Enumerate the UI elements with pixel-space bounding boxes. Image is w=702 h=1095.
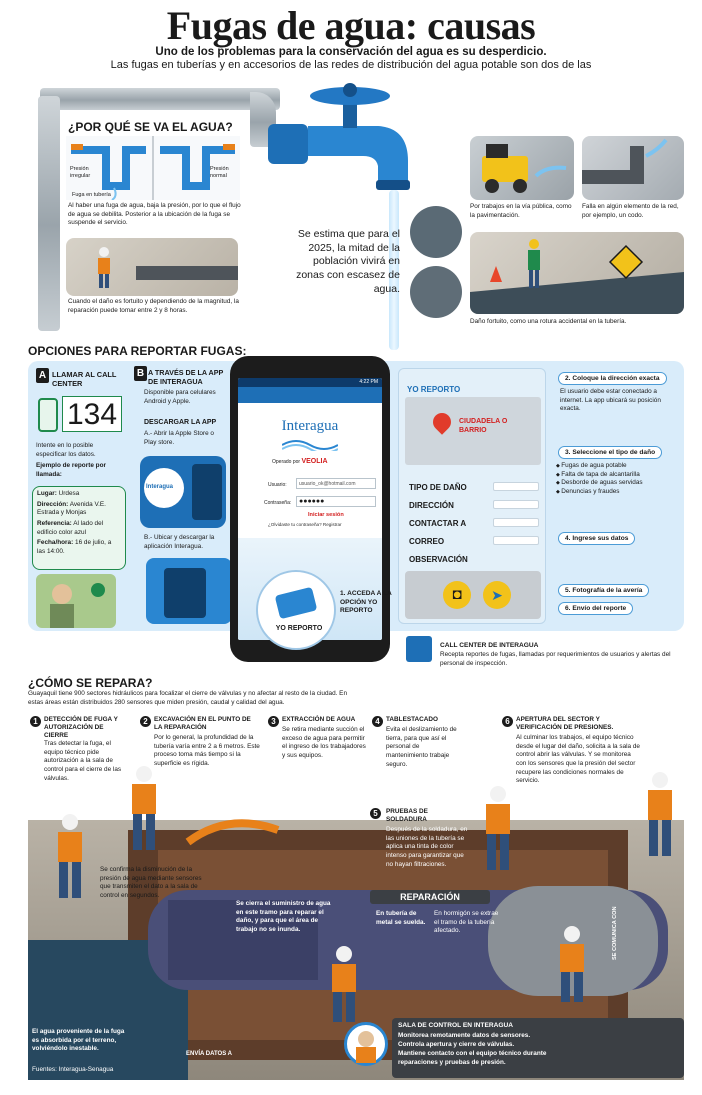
field-email: CORREO	[409, 537, 445, 546]
download-step-a: A.- Abrir la Apple Store o Play store.	[144, 430, 214, 446]
source-note: Fuentes: Interagua-Senagua	[32, 1066, 114, 1073]
phone-screen-icon	[164, 568, 206, 618]
step3-callout: 3. Seleccione el tipo de daño	[558, 446, 662, 459]
report-heading: OPCIONES PARA REPORTAR FUGAS:	[28, 344, 247, 358]
call-example-value: Al lado del edificio color azul	[37, 519, 104, 536]
faucet-icon	[268, 76, 418, 206]
step-4-title: TABLESTACADO	[386, 716, 438, 723]
control-title: SALA DE CONTROL EN INTERAGUA	[398, 1022, 514, 1029]
call-note: Intente en lo posible especificar los datos.	[36, 442, 96, 458]
app-availability: Disponible para celulares Android y Apple.	[144, 389, 216, 405]
field-address: DIRECCIÓN	[409, 501, 454, 510]
absorbed-note: El agua proveniente de la fuga es absorbida por el terreno, volviéndolo inestable.	[32, 1028, 125, 1053]
app-icon-label: Interagua	[146, 484, 174, 490]
step-2-text: Por lo general, la profundidad de la tubería varía entre 2 a 6 metros. Este proceso toma más tiempo si la superficie es rígida.	[154, 734, 260, 767]
element-fail-photo	[582, 136, 684, 200]
pipe-horizontal	[40, 88, 280, 110]
field-damage-type: TIPO DE DAÑO	[409, 483, 467, 492]
call-example-box	[32, 486, 126, 570]
label-leak: Fuga en tubería	[72, 192, 111, 198]
call-example-key: Fecha/hora:	[37, 539, 74, 547]
why-heading: ¿POR QUÉ SE VA EL AGUA?	[68, 120, 233, 134]
phone-pass-input[interactable]: ●●●●●●	[296, 496, 376, 507]
worker-figure	[478, 784, 518, 874]
step-6-title: APERTURA DEL SECTOR Y VERIFICACIÓN DE PRESIONES.	[516, 716, 614, 731]
field-address-input[interactable]	[493, 500, 539, 509]
download-step-b: B.- Ubicar y descargar la aplicación Interagua.	[144, 534, 215, 550]
step6-callout: 6. Envío del reporte	[558, 602, 633, 615]
worker-figure	[326, 944, 362, 1024]
repair-intro: Guayaquil tiene 900 sectores hidráulicos para focalizar el cierre de válvulas y no afectar al resto de la ciudad. En estas áreas están distribuidos 280 sensores que miden presión, caudal y calidad del agua.	[28, 690, 347, 706]
send-data-label: ENVÍA DATOS A	[186, 1051, 233, 1057]
concrete-pipe-note: En hormigón se extrae el tramo de la tubería afectado.	[434, 910, 499, 935]
field-email-input[interactable]	[493, 536, 539, 545]
calendar-icon	[410, 266, 462, 318]
call-example-value: 16 de julio, a las 14:00.	[37, 539, 112, 555]
field-damage-type-input[interactable]	[493, 482, 539, 491]
form-map[interactable]	[405, 397, 541, 465]
call-example-datetime	[37, 539, 121, 556]
step1-label: 1. ACCEDA A LA OPCIÓN YO REPORTO	[340, 590, 392, 615]
pipe-vertical	[38, 96, 60, 331]
estimate-text	[292, 228, 400, 296]
reparacion-label: REPARACIÓN	[400, 892, 460, 902]
app-grid-icon	[192, 464, 222, 520]
download-title: DESCARGAR LA APP	[144, 419, 217, 426]
yo-reporto-label: YO REPORTO	[275, 625, 323, 632]
phone-brand: Interagua	[281, 418, 339, 434]
caller-illustration	[36, 574, 116, 628]
map-pin-icon	[429, 409, 454, 434]
step-1-title: DETECCIÓN DE FUGA Y AUTORIZACIÓN DE CIERRE	[44, 716, 118, 739]
step-4-badge: 4	[372, 716, 383, 727]
repair-time-text: Cuando el daño es fortuito y dependiendo de la magnitud, la reparación puede tomar entre 2 y 8 horas.	[68, 298, 239, 314]
phone-operated-label: Operado por	[272, 459, 301, 465]
cause-element-fail: Falla en algún elemento de la red, por ejemplo, un codo.	[582, 203, 679, 219]
step-5-badge: 5	[370, 808, 381, 819]
field-observation: OBSERVACIÓN	[409, 555, 468, 564]
communicates-label: SE COMUNICA CON	[612, 906, 618, 960]
cause-public-works: Por trabajos en la vía pública, como la pavimentación.	[470, 203, 572, 219]
call-example-reference	[37, 520, 121, 537]
damage-type-item: ◆ Falta de tapa de alcantarilla	[556, 471, 686, 480]
step-2-badge: 2	[140, 716, 151, 727]
send-button[interactable]: ➤	[483, 581, 511, 609]
metal-pipe-note: En tubería de metal se suelda.	[376, 910, 426, 926]
worker-figure	[640, 770, 680, 860]
field-contact-input[interactable]	[493, 518, 539, 527]
supply-cut-note: Se cierra el suministro de agua en este tramo para reparar el daño, y para que el área de trabajo no se inunda.	[236, 900, 331, 933]
step-3-badge: 3	[268, 716, 279, 727]
public-works-photo	[470, 136, 574, 200]
option-a-badge: A	[36, 368, 49, 383]
hand-phone-illustration	[146, 558, 232, 624]
page-subtitle: Uno de los problemas para la conservación del agua es su desperdicio.	[155, 46, 547, 58]
call-number: 134	[62, 396, 122, 432]
step3-list	[556, 462, 686, 497]
field-contact: CONTACTAR A	[409, 519, 467, 528]
step-1-badge: 1	[30, 716, 41, 727]
worker-figure	[50, 812, 90, 902]
app-icon[interactable]	[140, 456, 226, 528]
step4-callout: 4. Ingrese sus datos	[558, 532, 635, 545]
phone-status-bar	[238, 378, 382, 387]
camera-button[interactable]: ◘	[443, 581, 471, 609]
page-intro: Las fugas en tuberías y en accesorios de las redes de distribución del agua potable son dos de las	[110, 59, 592, 71]
phone-user-input[interactable]: usuario_ok@hotmail.com	[296, 478, 376, 489]
control-line: Controla apertura y cierre de válvulas.	[398, 1041, 515, 1048]
damage-type-item: ◆ Desborde de aguas servidas	[556, 479, 686, 488]
call-example-value: Avenida V.E. Estrada y Monjas	[37, 500, 106, 517]
call-example-title: Ejemplo de reporte por llamada:	[36, 462, 106, 478]
phone-app-bar	[238, 387, 382, 403]
worker-figure	[124, 764, 164, 854]
call-example-address	[37, 501, 121, 518]
damage-type-item: ◆ Denuncias y fraudes	[556, 488, 686, 497]
phone-icon	[38, 398, 58, 432]
map-label: CIUDADELA O BARRIO	[459, 418, 508, 435]
step-6-text: Al culminar los trabajos, el equipo técnico desde el lugar del daño, solicita a la sala de control abrir las válvulas. Y se monitorea con los sensores que la presión del sector recupere las condiciones normales de servicio.	[516, 734, 640, 785]
call-example-key: Dirección:	[37, 500, 69, 508]
label-pressure-normal: Presión normal	[210, 166, 229, 180]
report-form	[398, 368, 546, 624]
step5-callout: 5. Fotografía de la avería	[558, 584, 649, 597]
callcenter-avatar	[406, 636, 432, 662]
phone-login-button[interactable]: Iniciar sesión	[308, 512, 344, 518]
step-6-badge: 6	[502, 716, 513, 727]
repair-heading: ¿CÓMO SE REPARA?	[28, 676, 153, 690]
step2-text: El usuario debe estar conectado a internet. La app ubicará su posición exacta.	[560, 388, 661, 413]
option-b-title: A TRAVÉS DE LA APP DE INTERAGUA	[148, 368, 224, 386]
call-example-key: Referencia:	[37, 519, 72, 527]
control-room-avatar	[344, 1022, 388, 1066]
worker-figure	[554, 924, 590, 1004]
yo-reporto-button[interactable]	[258, 572, 334, 648]
why-pressure-text: Al haber una fuga de agua, baja la presión, por lo que el flujo de agua se debilita. Posterior a la ubicación de la fuga se suspende el servicio.	[68, 202, 241, 227]
call-example-place	[37, 490, 121, 499]
phone-veolia: VEOLIA	[301, 458, 328, 465]
phone-user-label: Usuario:	[268, 482, 287, 488]
phone-operated	[272, 458, 328, 465]
yo-reporto-card-icon	[275, 587, 318, 619]
phone-pass-label: Contraseña:	[264, 500, 292, 506]
callcenter-title: CALL CENTER DE INTERAGUA	[440, 642, 539, 649]
step-1-text: Tras detectar la fuga, el equipo técnico pide autorización a la sala de control para el cierre de las válvulas.	[44, 740, 122, 782]
phone-wave-icon	[282, 438, 338, 450]
phone-forgot-link[interactable]: ¿Olvidaste tu contraseña? Registrar	[268, 522, 342, 527]
label-pressure-irregular: Presión irregular	[70, 166, 91, 180]
cause-accidental: Daño fortuito, como una rotura accidental en la tubería.	[470, 318, 627, 325]
call-example-key: Lugar:	[37, 490, 57, 497]
option-b-badge: B	[134, 366, 147, 381]
damage-type-item: ◆ Fugas de agua potable	[556, 462, 686, 471]
control-line: Mantiene contacto con el equipo técnico durante reparaciones y pruebas de presión.	[398, 1050, 547, 1066]
step-2-title: EXCAVACIÓN EN EL PUNTO DE LA REPARACIÓN	[154, 716, 251, 731]
estimate-sentence: Se estima que para el 2025, la mitad de la población vivirá en zonas con escasez de agua.	[296, 228, 400, 295]
phone-status-time: 4:22 PM	[359, 379, 378, 385]
step2-callout: 2. Coloque la dirección exacta	[558, 372, 667, 385]
form-action-bar	[405, 571, 541, 619]
form-title: YO REPORTO	[407, 385, 461, 394]
step-5-text: Después de la soldadura, en las uniones de la tubería se aplica una tinta de color intenso para garantizar que no hayan filtraciones.	[386, 826, 468, 868]
step-5-title: PRUEBAS DE SOLDADURA	[386, 808, 428, 823]
step-4-text: Evita el deslizamiento de tierra, para que así el personal de mantenimiento trabaje seguro.	[386, 726, 457, 768]
option-a-title: LLAMAR AL CALL CENTER	[52, 370, 117, 389]
step-3-title: EXTRACCIÓN DE AGUA	[282, 716, 356, 723]
globe-icon	[410, 206, 462, 258]
page-title: Fugas de agua: causas	[166, 3, 536, 48]
sensor-note: Se confirma la disminución de la presión de agua mediante sensores que transmiten el dato a la sala de control en segundos.	[100, 866, 202, 899]
repair-photo	[66, 238, 238, 296]
call-example-value: Urdesa	[56, 490, 80, 497]
accidental-damage-photo	[470, 232, 684, 314]
control-line: Monitorea remotamente datos de sensores.	[398, 1032, 531, 1039]
callcenter-text: Recepta reportes de fugas, llamadas por requerimientos de usuarios y alertas del personal de inspección.	[440, 651, 671, 667]
step-3-text: Se retira mediante succión el exceso de agua para permitir el ingreso de los trabajadores y sus equipos.	[282, 726, 366, 759]
